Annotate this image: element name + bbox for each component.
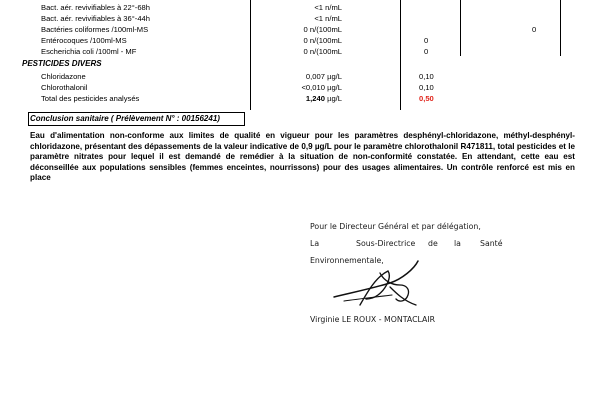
param-name: Bactéries coliformes /100ml-MS: [41, 25, 149, 34]
param-limit-exceeded: 0,50: [419, 94, 434, 103]
signature-sous-directrice: Sous-Directrice: [356, 239, 416, 248]
conclusion-title: Conclusion sanitaire ( Prélèvement N° : 00156241): [30, 114, 220, 123]
table-row: [0, 46, 600, 57]
signature-la2: la: [454, 239, 461, 248]
signature-delegation: Pour le Directeur Général et par délégation,: [310, 222, 481, 231]
param-limit: 0,10: [419, 72, 434, 81]
signature-service: Environnementale,: [310, 256, 384, 265]
section-title: PESTICIDES DIVERS: [22, 59, 102, 68]
signature-la: La: [310, 239, 320, 248]
handwritten-signature: [330, 255, 430, 315]
param-value: <1 n/mL: [314, 14, 342, 23]
param-value: 0,007 µg/L: [305, 72, 342, 81]
table-row: [0, 2, 600, 13]
table-row: [0, 71, 600, 82]
param-value: <1 n/mL: [314, 3, 342, 12]
table-row: [0, 82, 600, 93]
conclusion-text: Eau d'alimentation non-conforme aux limites de qualité en vigueur pour les paramètres desphényl-chloridazone, méthyl-desphényl-chloridazone, présentant des dépassements de la valeur indicative de 0,9 µg/L pour le paramètre chlorothalonil R471811, total pesticides et le paramètre nitrates pour lequel il est demandé de remédier à la situation de non-conformité constatée. En attendant, cette eau est déconseillée aux populations sensibles (femmes enceintes, nourrissons) pour des usages alimentaires. Un contrôle renforcé est mis en place: [30, 131, 575, 182]
param-value: 0 n/(100mL: [303, 47, 342, 56]
param-name: Chlorothalonil: [41, 83, 88, 92]
param-value: 1,240 µg/L: [305, 94, 342, 103]
param-limit: 0: [424, 36, 429, 45]
signature-de: de: [428, 239, 438, 248]
param-name: Bact. aér. revivifiables à 36°-44h: [41, 14, 150, 23]
param-name: Bact. aér. revivifiables à 22°-68h: [41, 3, 150, 12]
param-value: 0 n/(100mL: [303, 25, 342, 34]
table-row: [0, 13, 600, 24]
param-name: Total des pesticides analysés: [41, 94, 140, 103]
signature-sante: Santé: [480, 239, 503, 248]
param-value: 0 n/(100mL: [303, 36, 342, 45]
param-name: Entérocoques /100ml-MS: [41, 36, 127, 45]
param-reference: 0: [532, 25, 537, 34]
param-limit: 0,10: [419, 83, 434, 92]
param-name: Escherichia coli /100ml - MF: [41, 47, 137, 56]
param-limit: 0: [424, 47, 429, 56]
table-row: [0, 35, 600, 46]
param-name: Chloridazone: [41, 72, 86, 81]
table-row: [0, 93, 600, 104]
table-row: [0, 24, 600, 35]
param-value: <0,010 µg/L: [301, 83, 342, 92]
signatory-name: Virginie LE ROUX - MONTACLAIR: [310, 315, 436, 324]
